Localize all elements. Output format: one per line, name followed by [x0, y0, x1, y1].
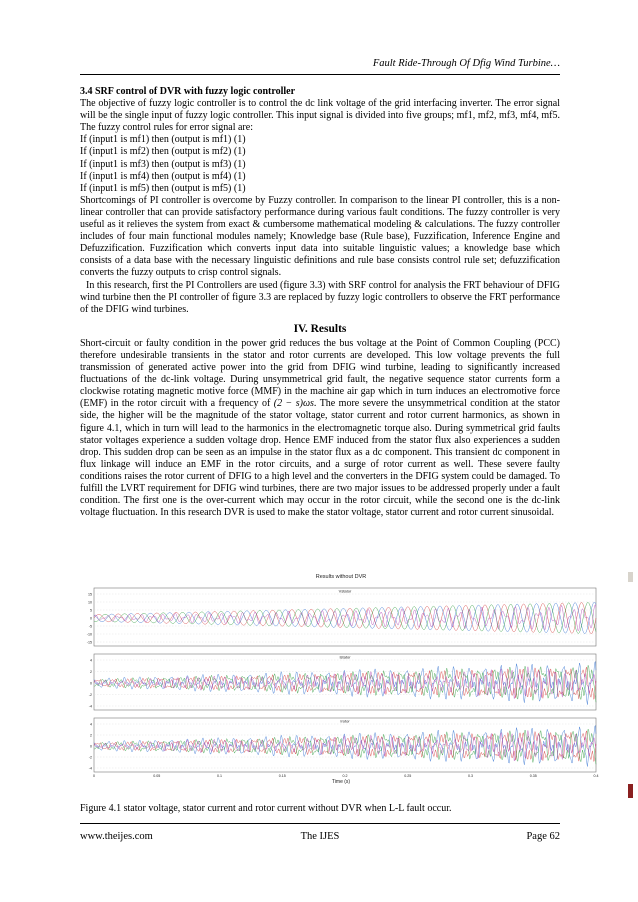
footer-rule — [80, 823, 560, 824]
y-tick-label: 0 — [90, 681, 92, 686]
footer-page-number: Page 62 — [526, 831, 560, 842]
y-tick-label: -2 — [88, 755, 92, 760]
fuzzy-rule: If (input1 is mf1) then (output is mf1) (1) — [80, 134, 246, 146]
x-tick-label: 0.05 — [153, 774, 161, 778]
scan-edge-mark — [628, 784, 633, 798]
plot-panel — [87, 588, 596, 646]
y-tick-label: 2 — [90, 670, 92, 674]
page-body — [80, 86, 560, 519]
results-text-part1: Short-circuit or faulty condition in the power grid reduces the bus voltage at the Point of Common Coupling (PCC) therefore undesirable transients in the stator and rotor currents are developed. This low voltage prevents the full transmission of generated active power into the grid from DFIG wind turbine, leading to significantly increased fluctuations of the dc-link voltage. During unsymmetrical grid fault, the negative sequence stator currents form a clockwise rotating magnetic motive force (MMF) in the machine air gap which in turn induces an electromotive force (EMF) in the rotor circuit with a frequency of — [80, 337, 560, 410]
panel-title: Irotor — [340, 718, 350, 724]
x-tick-label: 0.4 — [593, 774, 599, 778]
y-tick-label: 15 — [88, 592, 92, 597]
page-footer — [80, 831, 560, 845]
figure-4-1 — [80, 568, 602, 786]
y-tick-label: -2 — [88, 693, 92, 697]
fuzzy-rule: If (input1 is mf3) then (output is mf3) (1) — [80, 158, 246, 170]
section-intro: The objective of fuzzy logic controller is to control the dc link voltage of the grid interfacing inverter. The error signal will be the single input of fuzzy logic controller. This input signal is divided into five groups; mf1, mf2, mf3, mf4, mf5. The fuzzy control rules for error signal are: — [80, 98, 560, 134]
x-tick-label: 0.25 — [404, 774, 412, 778]
scan-edge-mark — [628, 572, 633, 582]
running-title: Fault Ride-Through Of Dfig Wind Turbine… — [372, 58, 560, 69]
y-tick-label: 4 — [90, 722, 92, 727]
y-tick-label: 0 — [90, 616, 92, 621]
y-tick-label: 4 — [90, 658, 92, 663]
results-text-part2: . The more severe the unsymmetrical condition at the stator side, the higher will be the magnitude of the stator voltage, stator current and rotor current harmonics, as shown in figure 4.1, which in turn will lead to the harmonics in the electromagnetic torque also. During symmetrical grid faults stator voltages experience a sudden voltage drop. Hence EMF induced from the stator flux also experiences a sudden drop. This sudden drop can be seen as an impulse in the stator flux as a dc component. This transient dc component in flux linkage will induce an EMF in the rotor circuits, and a surge of rotor current as well. These severe faulty conditions raises the rotor current of DFIG to a high level and the converters in the DFIG system could be damaged. To fulfill the LVRT requirement for DFIG wind turbines, there are two major issues to be addressed properly under a fault condition. The first one is the over-current which may occur in the rotor circuit, while the second one is the dc-link voltage fluctuation. In this research DVR is used to make the stator voltage, stator current and rotor current sinusoidal. — [80, 398, 560, 519]
fuzzy-rule: If (input1 is mf5) then (output is mf5) (1) — [80, 182, 246, 194]
y-tick-label: 10 — [88, 600, 92, 605]
footer-website: www.theijes.com — [80, 831, 153, 842]
y-tick-label: -5 — [88, 624, 92, 629]
x-tick-label: 0 — [93, 774, 95, 778]
y-tick-label: -4 — [88, 704, 92, 709]
panel-title: Vstator — [338, 588, 352, 594]
frequency-formula: (2 − s)ωs — [273, 398, 314, 410]
fuzzy-rule: If (input1 is mf2) then (output is mf2) (1) — [80, 146, 246, 158]
paragraph-results — [80, 338, 560, 519]
plot-panel — [89, 654, 596, 710]
y-tick-label: -10 — [86, 632, 92, 637]
x-tick-label: 0.3 — [468, 774, 473, 778]
panel-frame — [94, 588, 596, 646]
y-tick-label: 0 — [90, 744, 92, 749]
results-heading: IV. Results — [293, 322, 347, 335]
x-tick-label: 0.2 — [342, 774, 348, 778]
panel-title: Istator — [339, 654, 351, 660]
figure-caption: Figure 4.1 stator voltage, stator current and rotor current without DVR when L-L fault occur. — [80, 803, 452, 814]
paragraph-fuzzy-controller: Shortcomings of PI controller is overcome by Fuzzy controller. In comparison to the linear PI controller, this is a non-linear controller that can provide satisfactory performance during various fault conditions. The fuzzy controller is very useful as it relieves the system from exact & cumbersome mathematical modeling & calculations. The fuzzy controller includes of four main functional modules namely; Knowledge base (Rule base), Fuzzification, Inference Engine and Defuzzification. Fuzzification which converts input data into suitable linguistic values; a knowledge base which consists of a data base with the necessary linguistic definitions and rule base consists control rule set; defuzzification converts the fuzzy outputs to crisp control signals. — [80, 194, 560, 279]
fuzzy-rule: If (input1 is mf4) then (output is mf4) (1) — [80, 170, 246, 182]
x-tick-label: 0.15 — [278, 774, 286, 778]
header-rule — [80, 74, 560, 75]
figure-title: Results without DVR — [315, 574, 367, 580]
y-tick-label: -4 — [88, 766, 92, 771]
y-tick-label: 5 — [90, 608, 92, 613]
x-tick-label: 0.35 — [529, 774, 537, 778]
plot-panel — [89, 718, 596, 772]
footer-journal: The IJES — [300, 831, 340, 842]
x-axis-label: Time (s) — [331, 779, 351, 785]
paragraph-research: In this research, first the PI Controllers are used (figure 3.3) with SRF control for analysis the FRT behaviour of DFIG wind turbine then the PI controller of figure 3.3 are replaced by fuzzy logic controllers to observe the FRT performance of the DFIG wind turbines. — [80, 279, 560, 315]
section-title: 3.4 SRF control of DVR with fuzzy logic controller — [80, 86, 296, 97]
x-tick-label: 0.1 — [217, 774, 222, 778]
y-tick-label: 2 — [90, 733, 92, 738]
y-tick-label: -15 — [86, 640, 92, 645]
